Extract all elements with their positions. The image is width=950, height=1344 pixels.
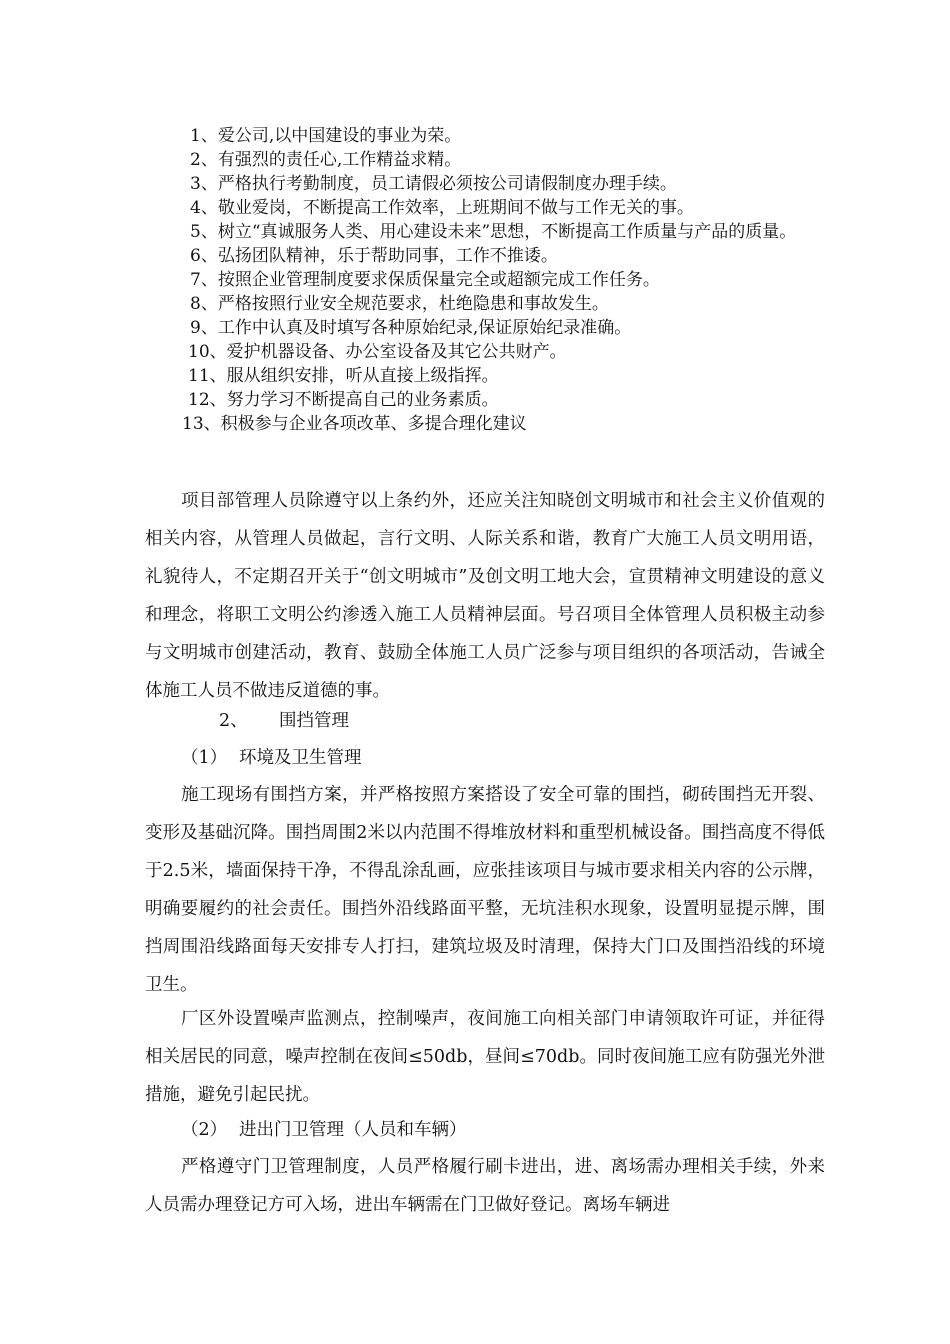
rule-item: 1、爱公司,以中国建设的事业为荣。 bbox=[190, 126, 462, 146]
subsection-title: 进出门卫管理（人员和车辆） bbox=[239, 1120, 467, 1140]
section-number: 2、 bbox=[219, 711, 248, 731]
rule-item: 5、树立“真诚服务人类、用心建设未来”思想，不断提高工作质量与产品的质量。 bbox=[190, 222, 797, 242]
civilization-paragraph: 项目部管理人员除遵守以上条约外，还应关注知晓创文明城市和社会主义价值观的相关内容，从管理人员做起，言行文明、人际关系和谐，教育广大施工人员文明用语，礼貌待人，不定期召开关于“创文明城市”及创文明工地大会，宣贯精神文明建设的意义和理念，将职工文明公约渗透入施工人员精神层面。号召项目全体管理人员积极主动参与文明城市创建活动，教育、鼓励全体施工人员广泛参与项目组织的各项活动，告诫全体施工人员不做违反道德的事。 bbox=[145, 491, 825, 701]
rule-item: 7、按照企业管理制度要求保质保量完全或超额完成工作任务。 bbox=[190, 270, 660, 290]
rules-list bbox=[145, 124, 825, 436]
rule-item: 2、有强烈的责任心,工作精益求精。 bbox=[190, 150, 462, 170]
subsection-heading-environment bbox=[181, 739, 362, 777]
rule-item: 9、工作中认真及时填写各种原始纪录,保证原始纪录准确。 bbox=[190, 318, 632, 338]
subsection-number: （1） bbox=[181, 748, 228, 768]
fence-paragraph: 施工现场有围挡方案，并严格按照方案搭设了安全可靠的围挡，砌砖围挡无开裂、变形及基础沉降。围挡周围2米以内范围不得堆放材料和重型机械设备。围挡高度不得低于2.5米，墙面保持干净，不得乱涂乱画，应张挂该项目与城市要求相关内容的公示牌，明确要履约的社会责任。围挡外沿线路面平整，无坑洼积水现象，设置明显提示牌，围挡周围沿线路面每天安排专人打扫，建筑垃圾及时清理，保持大门口及围挡沿线的环境卫生。 bbox=[145, 785, 825, 995]
rule-item: 12、努力学习不断提高自己的业务素质。 bbox=[188, 390, 499, 410]
subsection-title: 环境及卫生管理 bbox=[239, 748, 362, 768]
gate-paragraph: 严格遵守门卫管理制度，人员严格履行刷卡进出，进、离场需办理相关手续，外来人员需办理登记方可入场，进出车辆需在门卫做好登记。离场车辆进 bbox=[145, 1157, 825, 1215]
rule-item: 11、服从组织安排，听从直接上级指挥。 bbox=[188, 366, 499, 386]
section-heading-fence bbox=[219, 702, 349, 740]
noise-paragraph: 厂区外设置噪声监测点，控制噪声，夜间施工向相关部门申请领取许可证，并征得相关居民的同意，噪声控制在夜间≤50db，昼间≤70db。同时夜间施工应有防强光外泄措施，避免引起民扰。 bbox=[145, 1009, 825, 1105]
rule-item: 10、爱护机器设备、办公室设备及其它公共财产。 bbox=[188, 342, 567, 362]
subsection-number: （2） bbox=[181, 1120, 228, 1140]
rule-item: 4、敬业爱岗，不断提高工作效率，上班期间不做与工作无关的事。 bbox=[190, 198, 694, 218]
rule-item: 6、弘扬团队精神，乐于帮助同事，工作不推诿。 bbox=[190, 246, 558, 266]
rule-item: 13、积极参与企业各项改革、多提合理化建议 bbox=[182, 414, 527, 434]
subsection-heading-gate bbox=[181, 1111, 467, 1149]
rule-item: 8、严格按照行业安全规范要求，杜绝隐患和事故发生。 bbox=[190, 294, 609, 314]
rule-item: 3、严格执行考勤制度，员工请假必须按公司请假制度办理手续。 bbox=[190, 174, 677, 194]
section-title: 围挡管理 bbox=[279, 711, 349, 731]
